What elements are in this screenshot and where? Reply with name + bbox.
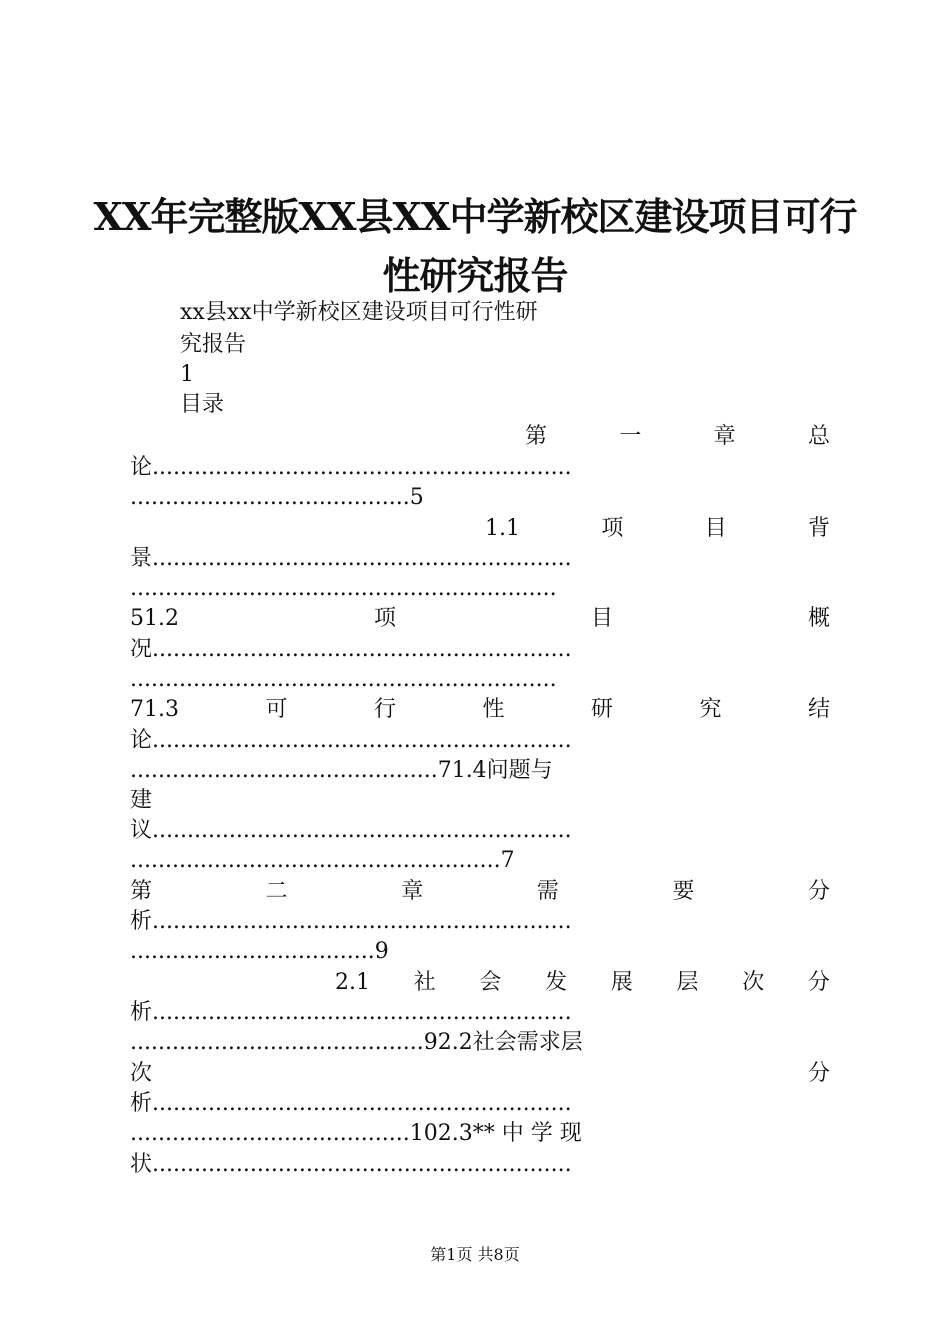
toc-word: 第 bbox=[130, 879, 153, 904]
toc-word: 第 bbox=[525, 424, 548, 449]
toc-word: 要 bbox=[672, 879, 695, 904]
toc-word: 需 bbox=[536, 879, 559, 904]
toc-line: ........................................102.3** 中 学 现 bbox=[130, 1121, 582, 1146]
toc-word: 总 bbox=[807, 424, 830, 449]
toc-line: ..........................................92.2社会需求层 bbox=[130, 1030, 583, 1055]
toc-word: 社 bbox=[413, 970, 436, 995]
toc-line: 析............................................................ bbox=[130, 909, 572, 934]
toc-word: 51.2 bbox=[130, 606, 179, 631]
toc-line: ............................................71.4问题与 bbox=[130, 758, 553, 783]
toc-word: 究 bbox=[699, 697, 722, 722]
toc-word: 目 bbox=[704, 516, 727, 541]
toc-line bbox=[130, 877, 830, 907]
toc-line: 议............................................................ bbox=[130, 818, 572, 843]
toc-word: 行 bbox=[373, 697, 396, 722]
toc-word: 目 bbox=[590, 606, 613, 631]
toc-line: ............................................................. bbox=[130, 667, 557, 692]
toc-line: 析............................................................ bbox=[130, 1000, 572, 1025]
toc-word: 1.1 bbox=[485, 516, 520, 541]
toc-line: 状............................................................ bbox=[130, 1152, 572, 1177]
toc-word: 分 bbox=[807, 1061, 830, 1086]
toc-word: 分 bbox=[807, 970, 830, 995]
toc-line: ............................................................. bbox=[130, 576, 557, 601]
toc-heading: 目录 bbox=[180, 392, 225, 417]
toc-word: 会 bbox=[479, 970, 502, 995]
toc-word: 结 bbox=[807, 697, 830, 722]
toc-word: 背 bbox=[807, 516, 830, 541]
toc-word: 分 bbox=[807, 879, 830, 904]
document-title-line-1: XX年完整版XX县XX中学新校区建设项目可行 bbox=[93, 194, 857, 239]
page-footer: 第1页 共8页 bbox=[430, 1245, 520, 1264]
toc-line bbox=[525, 422, 830, 452]
subtitle-line-2: 究报告 bbox=[180, 332, 247, 357]
toc-word: 71.3 bbox=[130, 697, 179, 722]
toc-line: .....................................................7 bbox=[130, 848, 515, 873]
toc-line bbox=[485, 514, 830, 544]
toc-word: 可 bbox=[265, 697, 288, 722]
toc-line bbox=[130, 1059, 830, 1089]
toc-line: ........................................5 bbox=[130, 485, 424, 510]
toc-word: 层 bbox=[676, 970, 699, 995]
toc-line: 景............................................................ bbox=[130, 546, 572, 571]
toc-line bbox=[130, 695, 830, 725]
toc-line bbox=[130, 604, 830, 634]
toc-line: 况............................................................ bbox=[130, 637, 572, 662]
toc-word: 2.1 bbox=[335, 970, 370, 995]
toc-word: 展 bbox=[610, 970, 633, 995]
toc-word: 次 bbox=[130, 1061, 153, 1086]
toc-word: 研 bbox=[590, 697, 613, 722]
toc-word: 次 bbox=[742, 970, 765, 995]
toc-word: 二 bbox=[265, 879, 288, 904]
toc-line bbox=[335, 968, 830, 998]
toc-word: 性 bbox=[482, 697, 505, 722]
toc-word: 章 bbox=[401, 879, 424, 904]
toc-line: 析............................................................ bbox=[130, 1091, 572, 1116]
toc-word: 章 bbox=[713, 424, 736, 449]
toc-word: 项 bbox=[601, 516, 624, 541]
toc-word: 发 bbox=[545, 970, 568, 995]
toc-line: 论............................................................ bbox=[130, 728, 572, 753]
toc-word: 项 bbox=[373, 606, 396, 631]
page-number-text: 1 bbox=[180, 362, 194, 387]
toc-word: 一 bbox=[619, 424, 642, 449]
document-title-line-2: 性研究报告 bbox=[382, 253, 568, 298]
toc-line: 建 bbox=[130, 788, 153, 813]
subtitle-line-1: xx县xx中学新校区建设项目可行性研 bbox=[180, 300, 538, 325]
toc-line: ...................................9 bbox=[130, 939, 389, 964]
toc-word: 概 bbox=[807, 606, 830, 631]
toc-line: 论............................................................ bbox=[130, 455, 572, 480]
